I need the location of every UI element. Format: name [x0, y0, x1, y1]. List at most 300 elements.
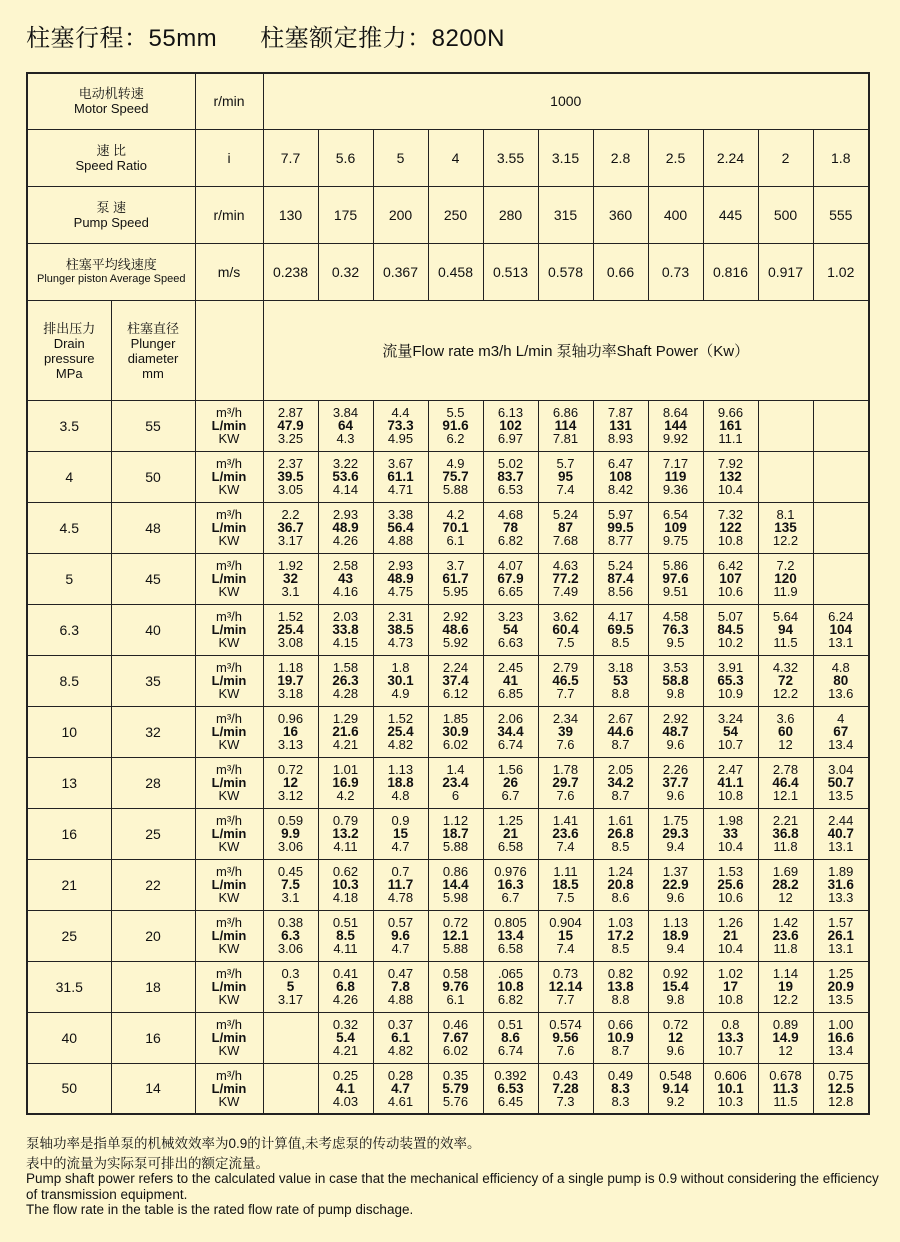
data-cell — [373, 553, 428, 604]
shaft-power-value: 7.49 — [552, 584, 579, 599]
flow-m3h-value: 2.78 — [772, 762, 799, 777]
data-cell — [648, 400, 703, 451]
unit-label-cell — [195, 451, 263, 502]
data-cell — [703, 553, 758, 604]
data-cell — [703, 961, 758, 1012]
speed-ratio-value: 2.5 — [648, 129, 703, 186]
shaft-power-value: 8.7 — [611, 1043, 630, 1058]
flow-m3h-value: 3.6 — [776, 711, 795, 726]
unit-label-cell — [195, 859, 263, 910]
flow-lmin-value: 13.8 — [607, 979, 634, 994]
shaft-power-value: 11.9 — [773, 584, 798, 599]
shaft-power-value: 9.6 — [666, 1043, 685, 1058]
flow-lmin-value: 12 — [282, 775, 299, 790]
flow-lmin-value: 70.1 — [442, 520, 469, 535]
pump-speed-value: 360 — [593, 186, 648, 243]
flow-lmin-value: 10.3 — [332, 877, 359, 892]
data-cell — [648, 1063, 703, 1114]
flow-lmin-value: 64 — [337, 418, 354, 433]
table-row — [27, 859, 869, 910]
shaft-power-value: 5.95 — [442, 584, 469, 599]
flow-lmin-value: 10.1 — [717, 1080, 744, 1096]
flow-m3h-value: 1.18 — [277, 660, 304, 675]
data-cell — [263, 553, 318, 604]
flow-m3h-value: 1.52 — [387, 711, 414, 726]
shaft-power-value: 8.56 — [607, 584, 634, 599]
shaft-power-value: 9.2 — [666, 1093, 685, 1109]
data-cell — [373, 502, 428, 553]
flow-m3h-value: 6.13 — [497, 405, 524, 420]
flow-lmin-value: 12.1 — [442, 928, 469, 943]
data-cell — [318, 808, 373, 859]
flow-m3h-value: 5.97 — [607, 507, 634, 522]
flow-lmin-value: 119 — [664, 469, 687, 484]
flow-m3h-value: 2.37 — [277, 456, 304, 471]
flow-m3h-value: 2.24 — [442, 660, 469, 675]
data-cell — [373, 706, 428, 757]
flow-lmin-value: 13.2 — [332, 826, 359, 841]
flow-lmin-value: 53 — [612, 673, 629, 688]
shaft-power-value: 6.7 — [501, 788, 520, 803]
shaft-power-value: 7.5 — [556, 635, 575, 650]
shaft-power-value: 9.75 — [662, 533, 689, 548]
shaft-power-value: 8.5 — [611, 941, 630, 956]
flow-m3h-value: 1.57 — [828, 915, 854, 930]
data-cell — [483, 451, 538, 502]
flow-m3h-value: 1.37 — [662, 864, 689, 879]
motor-speed-label: 电动机转速 Motor Speed — [27, 73, 195, 129]
flow-lmin-value: 10.8 — [497, 979, 524, 994]
flow-m3h-value: 1.12 — [442, 813, 469, 828]
flow-m3h-value: 4.32 — [772, 660, 799, 675]
speed-ratio-value: 4 — [428, 129, 483, 186]
data-cell — [373, 400, 428, 451]
plunger-diameter-cell: 18 — [111, 961, 195, 1012]
motor-speed-value: 1000 — [263, 73, 869, 129]
data-cell — [593, 1012, 648, 1063]
flow-lmin-value: 46.5 — [552, 673, 579, 688]
shaft-power-value: 3.25 — [277, 431, 304, 446]
flow-lmin-value: 5 — [286, 979, 295, 994]
unit-kw: KW — [218, 788, 240, 803]
flow-lmin-value: 6.8 — [336, 979, 355, 994]
flow-lmin-value: 11.7 — [387, 877, 414, 892]
flow-lmin-value: 54 — [722, 724, 739, 739]
flow-m3h-value: 2.67 — [607, 711, 634, 726]
data-cell — [648, 502, 703, 553]
flow-m3h-value: 1.75 — [662, 813, 689, 828]
flow-m3h-value: 6.47 — [607, 456, 634, 471]
flow-m3h-value: 4.2 — [446, 507, 465, 522]
data-cell — [263, 1063, 318, 1114]
flow-lmin-value: 26.1 — [827, 928, 854, 943]
flow-rate-header: 流量Flow rate m3/h L/min 泵轴功率Shaft Power（Kw） — [263, 300, 869, 400]
unit-lmin: L/min — [211, 877, 247, 892]
unit-kw: KW — [218, 1043, 240, 1058]
unit-lmin: L/min — [211, 826, 247, 841]
shaft-power-value: 3.13 — [277, 737, 304, 752]
unit-label-cell — [195, 1063, 263, 1114]
data-cell — [318, 502, 373, 553]
shaft-power-value: 10.4 — [717, 941, 744, 956]
flow-m3h-value: 1.03 — [607, 915, 634, 930]
data-cell — [428, 451, 483, 502]
flow-lmin-value: 44.6 — [607, 724, 634, 739]
shaft-power-value: 3.05 — [277, 482, 304, 497]
data-cell — [318, 910, 373, 961]
flow-lmin-value: 83.7 — [497, 469, 524, 484]
pump-speed-value: 315 — [538, 186, 593, 243]
drain-pressure-cell: 6.3 — [27, 604, 111, 655]
drain-pressure-cell: 16 — [27, 808, 111, 859]
data-cell — [428, 502, 483, 553]
flow-m3h-value: 2.79 — [552, 660, 579, 675]
plunger-diameter-header: 柱塞直径 Plunger diameter mm — [111, 300, 195, 400]
shaft-power-value: 12.1 — [772, 788, 799, 803]
unit-label-cell — [195, 706, 263, 757]
flow-lmin-value: 28.2 — [772, 877, 799, 892]
flow-lmin-value: 6.53 — [497, 1080, 524, 1096]
flow-lmin-value: 87.4 — [607, 571, 634, 586]
plunger-speed-value: 0.917 — [758, 243, 813, 300]
flow-m3h-value: 5.24 — [607, 558, 634, 573]
flow-lmin-value: 37.7 — [662, 775, 689, 790]
plunger-diameter-cell: 40 — [111, 604, 195, 655]
data-cell — [373, 961, 428, 1012]
flow-lmin-value: 9.14 — [662, 1080, 689, 1096]
data-cell — [263, 1012, 318, 1063]
table-row — [27, 502, 869, 553]
flow-lmin-value: 37.4 — [442, 673, 469, 688]
speed-ratio-value: 2.24 — [703, 129, 758, 186]
pump-speed-unit: r/min — [195, 186, 263, 243]
unit-kw: KW — [218, 686, 240, 701]
shaft-power-value: 11.5 — [773, 1093, 798, 1109]
plunger-speed-value: 0.73 — [648, 243, 703, 300]
unit-lmin: L/min — [211, 1080, 247, 1096]
data-cell — [648, 553, 703, 604]
data-cell — [538, 400, 593, 451]
data-cell — [538, 757, 593, 808]
plunger-diameter-cell: 50 — [111, 451, 195, 502]
plunger-diameter-cell: 55 — [111, 400, 195, 451]
data-cell — [318, 961, 373, 1012]
shaft-power-value: 9.8 — [666, 686, 685, 701]
flow-m3h-value: 0.92 — [662, 966, 689, 981]
flow-lmin-value: 38.5 — [387, 622, 414, 637]
data-cell — [538, 961, 593, 1012]
flow-m3h-value: .065 — [497, 966, 524, 981]
data-cell — [538, 553, 593, 604]
motor-speed-unit: r/min — [195, 73, 263, 129]
flow-m3h-value: 2.2 — [281, 507, 300, 522]
data-cell — [263, 706, 318, 757]
flow-m3h-value: 1.25 — [828, 966, 854, 981]
flow-lmin-value: 7.67 — [442, 1030, 469, 1045]
flow-m3h-value: 0.96 — [277, 711, 304, 726]
flow-lmin-value: 4.1 — [336, 1080, 355, 1096]
flow-lmin-value: 21 — [722, 928, 739, 943]
flow-m3h-value: 1.13 — [662, 915, 689, 930]
data-cell — [428, 808, 483, 859]
shaft-power-value: 11.8 — [773, 839, 798, 854]
unit-kw: KW — [218, 533, 240, 548]
shaft-power-value: 4.82 — [387, 1043, 414, 1058]
shaft-power-value: 6.82 — [497, 992, 524, 1007]
shaft-power-value: 4.2 — [336, 788, 355, 803]
shaft-power-value: 6.74 — [497, 737, 524, 752]
unit-label-cell — [195, 502, 263, 553]
unit-label-cell — [195, 655, 263, 706]
data-cell — [703, 757, 758, 808]
flow-lmin-value: 9.76 — [442, 979, 469, 994]
data-cell — [758, 910, 813, 961]
flow-lmin-value: 23.6 — [552, 826, 579, 841]
plunger-speed-value: 0.816 — [703, 243, 758, 300]
shaft-power-value: 13.6 — [828, 686, 854, 701]
table-row — [27, 604, 869, 655]
flow-lmin-value: 47.9 — [277, 418, 304, 433]
shaft-power-value: 7.6 — [556, 788, 575, 803]
table-row — [27, 400, 869, 451]
flow-m3h-value: 3.7 — [446, 558, 465, 573]
page-title: 柱塞行程：55mm 柱塞额定推力：8200N — [26, 25, 505, 52]
flow-lmin-value: 108 — [609, 469, 632, 484]
data-cell — [373, 604, 428, 655]
flow-m3h-value: 2.34 — [552, 711, 579, 726]
flow-lmin-value: 48.9 — [332, 520, 359, 535]
shaft-power-value: 6.97 — [497, 431, 524, 446]
unit-m3h: m³/h — [216, 966, 242, 981]
shaft-power-value: 6.74 — [497, 1043, 524, 1058]
flow-m3h-value: 2.44 — [828, 813, 854, 828]
data-cell — [648, 604, 703, 655]
flow-m3h-value: 3.22 — [332, 456, 359, 471]
data-cell — [648, 859, 703, 910]
pump-speed-value: 200 — [373, 186, 428, 243]
unit-kw: KW — [218, 584, 240, 599]
flow-lmin-value: 132 — [719, 469, 742, 484]
flow-lmin-value: 23.4 — [442, 775, 469, 790]
shaft-power-value: 8.8 — [611, 686, 630, 701]
plunger-speed-value: 0.32 — [318, 243, 373, 300]
flow-lmin-value: 39.5 — [277, 469, 304, 484]
flow-lmin-value: 31.6 — [827, 877, 854, 892]
flow-lmin-value: 78 — [502, 520, 519, 535]
flow-lmin-value: 20.8 — [607, 877, 634, 892]
data-cell — [593, 451, 648, 502]
unit-lmin: L/min — [211, 673, 247, 688]
unit-kw: KW — [218, 890, 240, 905]
flow-m3h-value: 1.56 — [497, 762, 524, 777]
shaft-power-value: 11.8 — [773, 941, 798, 956]
unit-kw: KW — [218, 1093, 240, 1109]
flow-m3h-value: 0.82 — [607, 966, 634, 981]
flow-lmin-value: 5.79 — [442, 1080, 469, 1096]
data-cell — [593, 553, 648, 604]
table-row — [27, 451, 869, 502]
unit-label-cell — [195, 400, 263, 451]
flow-m3h-value: 1.89 — [828, 864, 854, 879]
unit-label-cell — [195, 757, 263, 808]
shaft-power-value: 5.92 — [442, 635, 469, 650]
shaft-power-value: 6.1 — [446, 533, 465, 548]
flow-m3h-value: 0.86 — [442, 864, 469, 879]
shaft-power-value: 13.3 — [828, 890, 854, 905]
shaft-power-value: 6 — [451, 788, 460, 803]
unit-m3h: m³/h — [216, 456, 242, 471]
shaft-power-value: 13.4 — [828, 1043, 854, 1058]
flow-lmin-value: 95 — [557, 469, 574, 484]
shaft-power-value: 4.14 — [332, 482, 359, 497]
plunger-diameter-cell: 28 — [111, 757, 195, 808]
flow-m3h-value: 0.37 — [387, 1017, 414, 1032]
flow-m3h-value: 1.58 — [332, 660, 359, 675]
flow-lmin-value: 60.4 — [552, 622, 579, 637]
flow-m3h-value: 2.93 — [387, 558, 414, 573]
data-cell — [318, 1063, 373, 1114]
shaft-power-value: 9.6 — [666, 788, 685, 803]
flow-m3h-value: 0.7 — [391, 864, 410, 879]
data-cell — [648, 706, 703, 757]
shaft-power-value: 9.4 — [666, 839, 685, 854]
flow-m3h-value: 1.13 — [387, 762, 414, 777]
flow-m3h-value: 1.26 — [717, 915, 744, 930]
unit-kw: KW — [218, 482, 240, 497]
flow-lmin-value: 36.7 — [277, 520, 304, 535]
flow-m3h-value: 3.67 — [387, 456, 414, 471]
data-cell — [593, 808, 648, 859]
flow-lmin-value: 25.6 — [717, 877, 744, 892]
data-cell — [428, 1063, 483, 1114]
flow-m3h-value: 0.25 — [332, 1067, 359, 1083]
unit-m3h: m³/h — [216, 864, 242, 879]
data-cell — [758, 859, 813, 910]
flow-lmin-value: 9.9 — [281, 826, 300, 841]
shaft-power-value: 6.7 — [501, 890, 520, 905]
flow-m3h-value: 5.24 — [552, 507, 579, 522]
flow-lmin-value: 30.1 — [387, 673, 414, 688]
flow-lmin-value: 33 — [722, 826, 739, 841]
data-cell — [428, 553, 483, 604]
shaft-power-value: 6.63 — [497, 635, 524, 650]
unit-m3h: m³/h — [216, 405, 242, 420]
unit-m3h: m³/h — [216, 711, 242, 726]
shaft-power-value: 12 — [778, 890, 793, 905]
plunger-speed-value: 0.238 — [263, 243, 318, 300]
flow-lmin-value: 36.8 — [772, 826, 799, 841]
flow-m3h-value: 7.92 — [717, 456, 744, 471]
shaft-power-value: 6.02 — [442, 737, 469, 752]
shaft-power-value: 6.82 — [497, 533, 524, 548]
flow-m3h-value: 9.66 — [717, 405, 744, 420]
flow-lmin-value: 114 — [554, 418, 577, 433]
shaft-power-value: 3.06 — [277, 941, 304, 956]
shaft-power-value: 4.7 — [391, 941, 410, 956]
flow-lmin-value: 43 — [337, 571, 354, 586]
data-cell — [263, 655, 318, 706]
flow-m3h-value: 6.42 — [717, 558, 744, 573]
shaft-power-value: 12.2 — [772, 992, 799, 1007]
flow-lmin-value: 80 — [833, 673, 849, 688]
flow-lmin-value: 7.28 — [552, 1080, 579, 1096]
flow-m3h-value: 2.92 — [442, 609, 469, 624]
flow-lmin-value: 26.8 — [607, 826, 634, 841]
speed-ratio-value: 2 — [758, 129, 813, 186]
flow-lmin-value: 84.5 — [717, 622, 744, 637]
drain-pressure-cell: 10 — [27, 706, 111, 757]
flow-lmin-value: 54 — [502, 622, 519, 637]
shaft-power-value: 7.3 — [556, 1093, 575, 1109]
unit-lmin: L/min — [211, 979, 247, 994]
flow-lmin-value: 6.3 — [281, 928, 300, 943]
flow-lmin-value: 19 — [777, 979, 794, 994]
table-row — [27, 1012, 869, 1063]
flow-m3h-value: 0.47 — [387, 966, 414, 981]
shaft-power-value: 12 — [778, 737, 793, 752]
shaft-power-value: 6.1 — [446, 992, 465, 1007]
data-cell — [483, 706, 538, 757]
flow-m3h-value: 0.574 — [549, 1017, 582, 1032]
data-cell — [483, 859, 538, 910]
plunger-speed-unit: m/s — [195, 243, 263, 300]
drain-pressure-cell: 8.5 — [27, 655, 111, 706]
shaft-power-value: 9.4 — [666, 941, 685, 956]
flow-lmin-value: 32 — [282, 571, 299, 586]
flow-m3h-value: 0.32 — [332, 1017, 359, 1032]
flow-m3h-value: 0.35 — [442, 1067, 469, 1083]
data-cell — [593, 859, 648, 910]
data-cell — [593, 655, 648, 706]
shaft-power-value: 9.5 — [666, 635, 685, 650]
flow-m3h-value: 2.31 — [387, 609, 414, 624]
shaft-power-value: 4.88 — [387, 533, 414, 548]
data-cell — [758, 655, 813, 706]
speed-ratio-row — [27, 129, 869, 186]
flow-lmin-value: 48.6 — [442, 622, 469, 637]
flow-m3h-value: 0.72 — [442, 915, 469, 930]
data-cell — [318, 400, 373, 451]
flow-lmin-value: 107 — [719, 571, 742, 586]
flow-m3h-value: 0.46 — [442, 1017, 469, 1032]
flow-m3h-value: 1.29 — [332, 711, 359, 726]
flow-m3h-value: 1.61 — [607, 813, 634, 828]
shaft-power-value: 13.1 — [828, 839, 854, 854]
flow-m3h-value: 2.58 — [332, 558, 359, 573]
note-en-1: Pump shaft power refers to the calculated value in case that the mechanical efficiency of a single pump is 0.9 without considering the efficiency of transmission equipment. — [26, 1171, 879, 1202]
flow-m3h-value: 0.79 — [332, 813, 359, 828]
flow-lmin-value: 18.5 — [552, 877, 579, 892]
flow-lmin-value: 22.9 — [662, 877, 689, 892]
shaft-power-value: 13.1 — [828, 941, 854, 956]
flow-m3h-value: 2.21 — [772, 813, 799, 828]
data-cell — [428, 655, 483, 706]
shaft-power-value: 5.98 — [442, 890, 469, 905]
flow-m3h-value: 1.92 — [277, 558, 304, 573]
flow-m3h-value: 3.24 — [717, 711, 744, 726]
flow-lmin-value: 104 — [829, 622, 853, 637]
table-row — [27, 706, 869, 757]
shaft-power-value: 6.85 — [497, 686, 524, 701]
shaft-power-value: 4.28 — [332, 686, 359, 701]
shaft-power-value: 10.8 — [717, 992, 744, 1007]
data-cell — [318, 859, 373, 910]
drain-pressure-cell: 4.5 — [27, 502, 111, 553]
unit-label-cell — [195, 910, 263, 961]
unit-kw: KW — [218, 941, 240, 956]
speed-ratio-value: 3.55 — [483, 129, 538, 186]
flow-m3h-value: 1.41 — [552, 813, 579, 828]
